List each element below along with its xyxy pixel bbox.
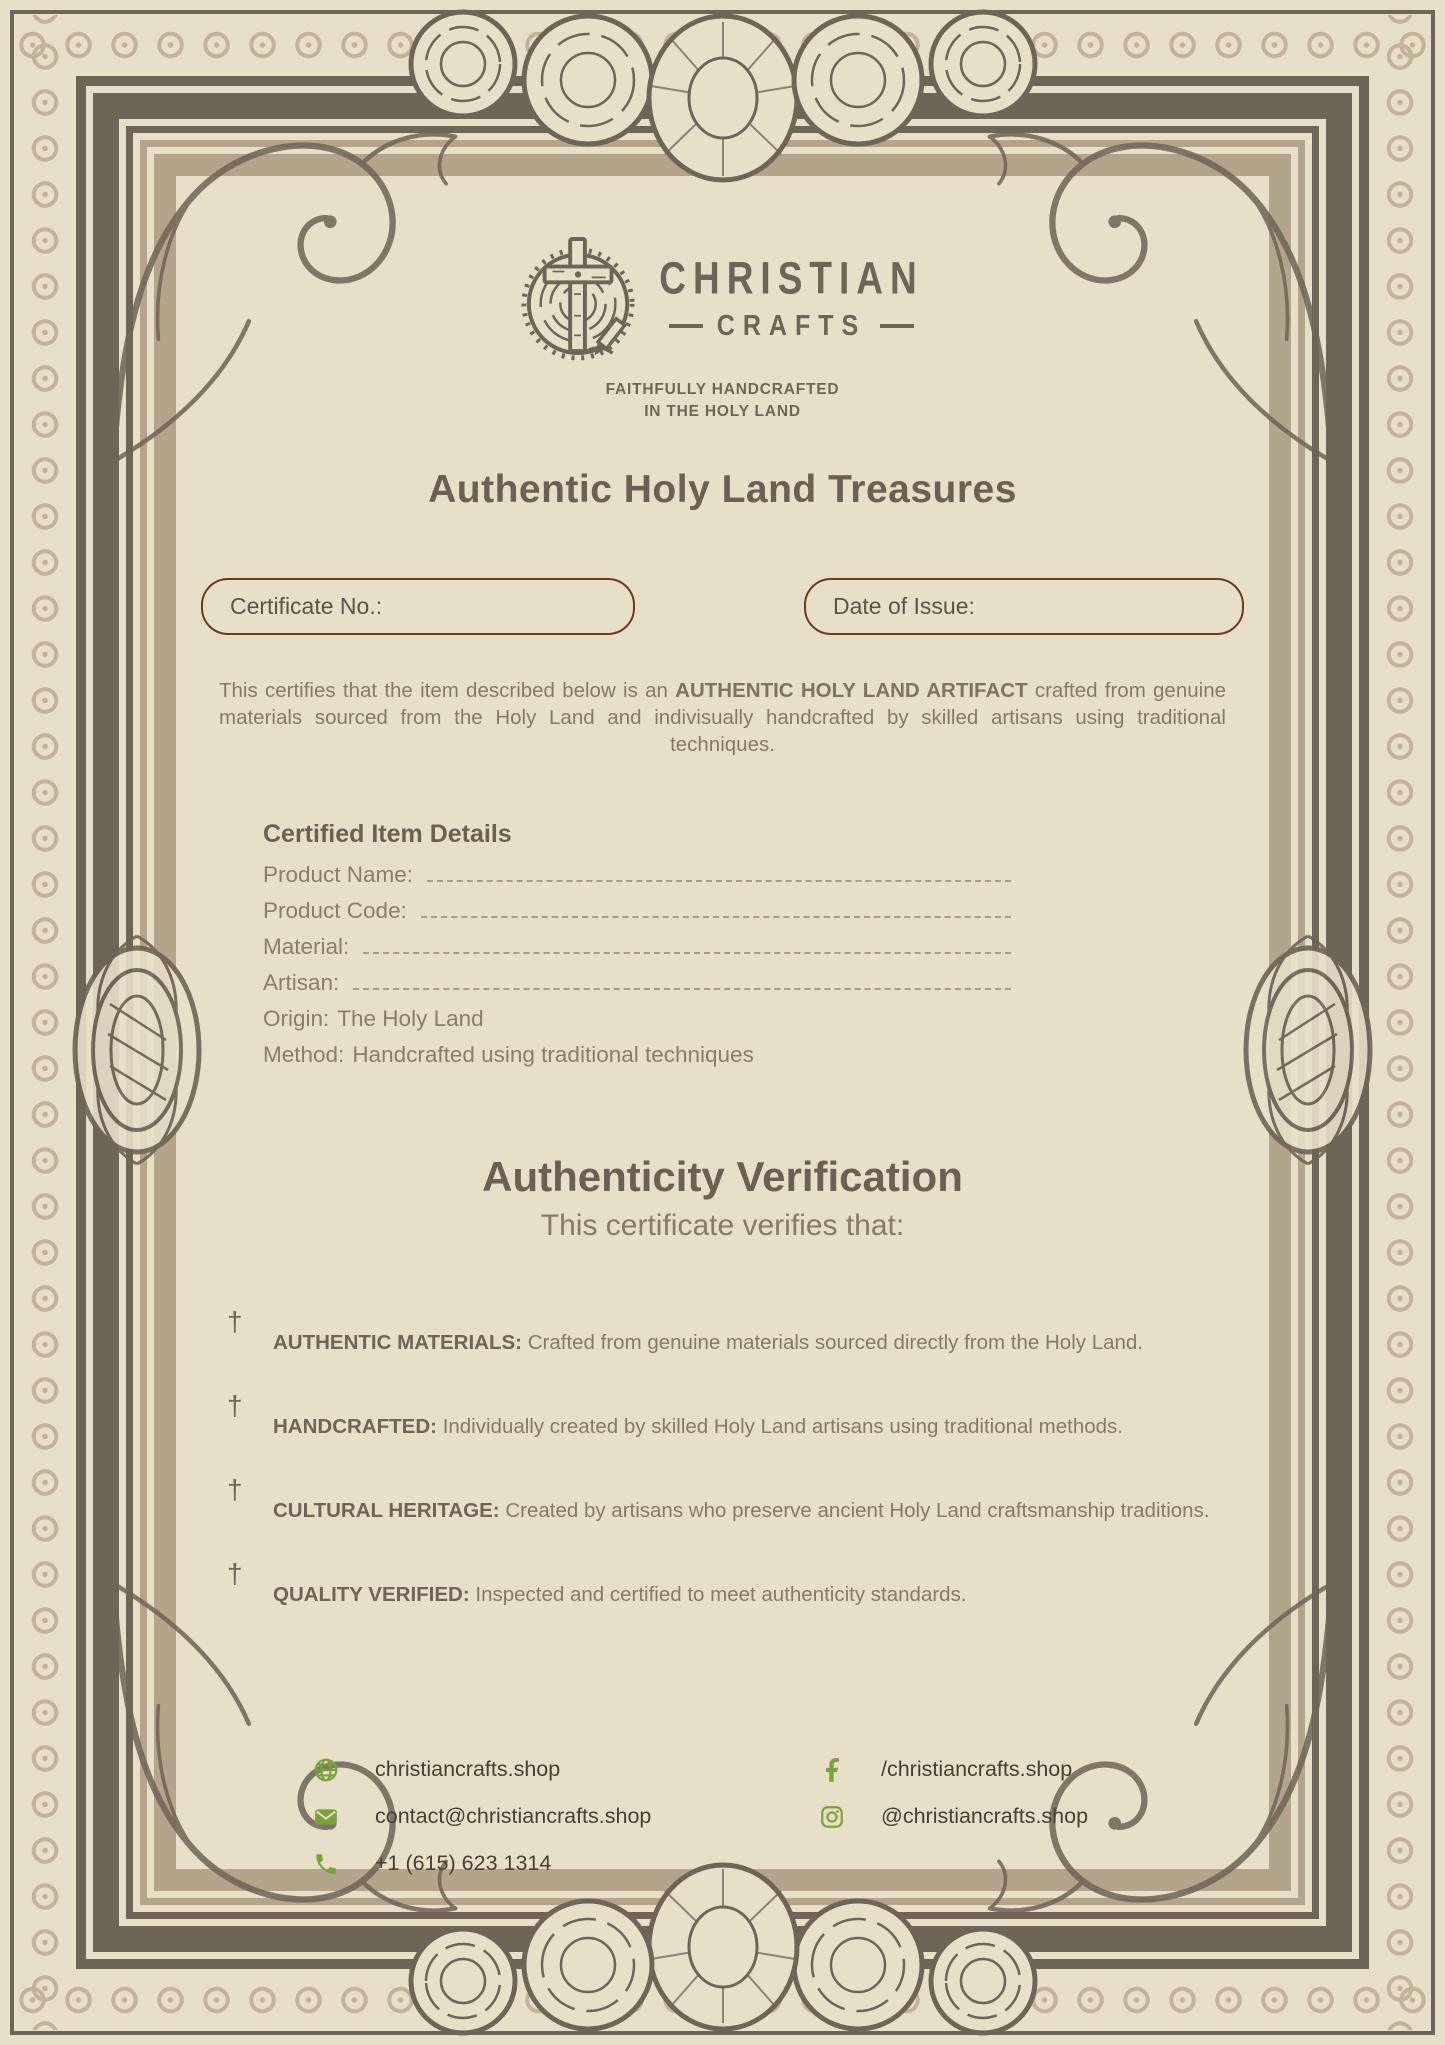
brand-wordmark (659, 252, 924, 342)
list-item (227, 1306, 1218, 1376)
log-cross-logo-icon (521, 225, 639, 373)
statement-end: crafted from genuine materials sourced from the Holy Land and indivisually handcrafted by skilled artisans using traditional techniques. (219, 678, 1226, 757)
brand-dash-right (880, 324, 914, 328)
phone-icon (313, 1851, 339, 1877)
certificate-title: Authentic Holy Land Treasures (428, 467, 1017, 511)
detail-label: Product Code: (263, 898, 407, 924)
contact-email-row (313, 1803, 819, 1830)
detail-value: Handcrafted using traditional techniques (352, 1042, 754, 1068)
brand-logo (201, 225, 1244, 373)
brand-name-bottom-row (659, 309, 923, 342)
fill-in-line[interactable] (353, 988, 1011, 990)
list-item-text (273, 1414, 1218, 1440)
certificate-number-field[interactable] (201, 578, 635, 635)
list-item (227, 1558, 1218, 1628)
border-pattern-left (15, 15, 75, 2030)
list-item (227, 1390, 1218, 1460)
fill-in-line[interactable] (421, 916, 1011, 918)
detail-label: Origin: (263, 1006, 330, 1032)
contact-column-left (313, 1756, 819, 1897)
verification-list (227, 1306, 1218, 1628)
contact-phone-row (313, 1850, 819, 1877)
statement-emphasis: AUTHENTIC HOLY LAND ARTIFACT (675, 678, 1028, 702)
list-item-label: HANDCRAFTED: (273, 1414, 437, 1438)
contact-section (313, 1756, 1244, 1897)
date-of-issue-field[interactable] (804, 578, 1244, 635)
email-text: contact@christiancrafts.shop (375, 1804, 652, 1829)
email-icon (313, 1804, 339, 1830)
detail-label: Product Name: (263, 862, 414, 888)
list-item-text (273, 1498, 1218, 1524)
contact-facebook-row (819, 1756, 1244, 1783)
fill-in-line[interactable] (363, 952, 1011, 954)
list-item-body: Created by artisans who preserve ancient Holy Land craftsmanship traditions. (505, 1498, 1210, 1522)
instagram-icon (819, 1804, 845, 1830)
tagline-line-1: FAITHFULLY HANDCRAFTED (605, 381, 840, 398)
facebook-icon (819, 1757, 845, 1783)
list-item-text (273, 1330, 1218, 1356)
contact-instagram-row (819, 1803, 1244, 1830)
phone-text: +1 (615) 623 1314 (375, 1851, 552, 1876)
cross-bullet-icon: † (227, 1306, 243, 1338)
list-item-body: Individually created by skilled Holy Land artisans using traditional methods. (442, 1414, 1123, 1438)
fill-in-line[interactable] (427, 880, 1011, 882)
detail-row-method (263, 1037, 1011, 1073)
cross-bullet-icon: † (227, 1558, 243, 1590)
instagram-text: @christiancrafts.shop (881, 1804, 1089, 1829)
verification-subheading: This certificate verifies that: (540, 1209, 905, 1243)
facebook-text: /christiancrafts.shop (881, 1757, 1073, 1782)
contact-column-right (819, 1756, 1244, 1897)
border-pattern-right (1370, 15, 1430, 2030)
list-item-label: QUALITY VERIFIED: (273, 1582, 470, 1606)
border-pattern-bottom (15, 1970, 1430, 2030)
detail-row-artisan (263, 965, 1011, 1001)
detail-row-material (263, 929, 1011, 965)
globe-icon (313, 1757, 339, 1783)
list-item-text (273, 1582, 1218, 1608)
detail-row-origin (263, 1001, 1011, 1037)
certificate-content (177, 177, 1268, 1876)
tagline-line-2: IN THE HOLY LAND (644, 403, 801, 421)
cross-bullet-icon: † (227, 1390, 243, 1422)
date-of-issue-label: Date of Issue: (833, 592, 975, 619)
list-item-body: Crafted from genuine materials sourced directly from the Holy Land. (527, 1330, 1143, 1354)
certificate-number-label: Certificate No.: (230, 592, 383, 619)
verification-heading: Authenticity Verification (482, 1153, 963, 1201)
brand-dash-left (669, 324, 703, 328)
list-item (227, 1474, 1218, 1544)
brand-name-bottom: CRAFTS (716, 309, 867, 342)
detail-label: Method: (263, 1042, 345, 1068)
certification-statement (219, 677, 1226, 758)
detail-label: Artisan: (263, 970, 340, 996)
website-text: christiancrafts.shop (375, 1757, 561, 1782)
brand-name-top: CHRISTIAN (659, 252, 924, 303)
border-pattern-top (15, 15, 1430, 75)
cross-bullet-icon: † (227, 1474, 243, 1506)
brand-tagline (201, 379, 1244, 424)
statement-start: This certifies that the item described below is an (219, 678, 676, 702)
detail-row-product-code (263, 893, 1011, 929)
certificate-fields-row (201, 578, 1244, 635)
item-details-heading: Certified Item Details (263, 820, 512, 849)
detail-label: Material: (263, 934, 350, 960)
list-item-label: AUTHENTIC MATERIALS: (273, 1330, 523, 1354)
detail-value: The Holy Land (337, 1006, 484, 1032)
list-item-label: CULTURAL HERITAGE: (273, 1498, 500, 1522)
list-item-body: Inspected and certified to meet authenticity standards. (475, 1582, 967, 1606)
contact-website-row (313, 1756, 819, 1783)
detail-row-product-name (263, 857, 1011, 893)
certified-item-details (263, 820, 1244, 1073)
